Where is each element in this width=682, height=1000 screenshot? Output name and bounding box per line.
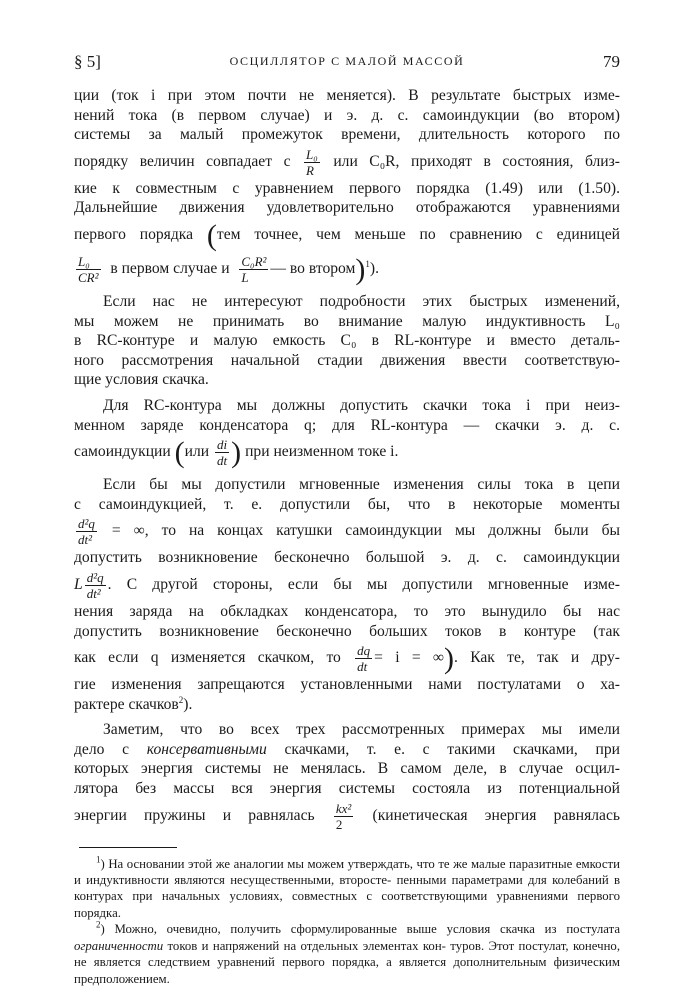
paragraph-3 bbox=[74, 396, 620, 469]
text-line: мы можем не принимать во внимание малую индуктивность L₀ bbox=[74, 312, 620, 330]
text-line: с самоиндукцией, т. е. допустили бы, что в некоторые моменты bbox=[74, 495, 620, 513]
paragraph-1 bbox=[74, 86, 620, 286]
text-line: Для RC-контура мы должны допустить скачки тока i при неиз- bbox=[103, 396, 620, 414]
text-line: системы за малый промежуток времени, длительность которого по bbox=[74, 126, 620, 144]
text-line: допустить возникновение бесконечно больших токов в контуре (так bbox=[74, 622, 620, 640]
text-line: менном заряде конденсатора q; для RL-контура — скачки э. д. с. bbox=[74, 416, 620, 434]
text-line: $\frac{\text{d²q}}{\text{dt²}}$ = ∞, то на концах катушки самоиндукции мы должны были бы bbox=[78, 516, 621, 548]
text-line: дело с консервативными скачками, т. е. с такими скачками, при bbox=[74, 740, 621, 758]
text-line: Если нас не интересуют подробности этих быстрых изменений, bbox=[103, 292, 620, 310]
footnote-mark-2: 2 bbox=[96, 920, 101, 931]
text-line: кие к совместным с уравнением первого порядка (1.49) или (1.50). bbox=[74, 179, 620, 197]
text-line: которых энергия системы не менялась. В самом деле, в случае осцил- bbox=[74, 760, 620, 778]
text-line: в RC-контуре и малую емкость C₀ в RL-контуре и вместо деталь- bbox=[74, 332, 620, 350]
fraction-dq-over-dt: $\frac{dq}{dt}$ bbox=[357, 643, 371, 675]
page-header bbox=[74, 44, 620, 74]
fraction-l0-over-r: $\frac{\text{L₀}}{R}$ bbox=[306, 146, 318, 178]
text-line: допустить возникновение бесконечно большой э. д. с. самоиндукции bbox=[74, 549, 620, 567]
footnote-ref-2: 2 bbox=[178, 694, 184, 705]
footnote-mark-1: 1 bbox=[96, 854, 101, 865]
paragraph-2 bbox=[74, 292, 620, 390]
book-page bbox=[74, 44, 620, 987]
text-line: $\frac{\text{L₀}}{\text{CR²}}$ в первом случае и $\frac{\text{C₀R²}}{L}$ — во втором)$^1$). bbox=[78, 252, 380, 286]
text-line: лятора без массы вся энергия системы состояла из потенциальной bbox=[74, 780, 620, 798]
text-line: нения заряда на обкладках конденсатора, то это вынудило бы нас bbox=[74, 602, 620, 620]
text-line: ного рассмотрения начальной стадии движения ввести соответствую- bbox=[74, 351, 620, 369]
page-number: 79 bbox=[603, 52, 620, 71]
fraction-d2q-over-dt2: $\frac{\text{d²q}}{\text{dt²}}$ bbox=[78, 516, 95, 548]
fraction-di-over-dt: $\frac{di}{dt}$ bbox=[217, 437, 228, 469]
fraction-kx2-over-2: $\frac{\text{kx²}}{2}$ bbox=[335, 800, 352, 832]
main-text bbox=[74, 86, 620, 833]
text-line: щие условия скачка. bbox=[74, 371, 209, 389]
emphasis-boundedness: ограниченности bbox=[74, 938, 164, 953]
text-line: Если бы мы допустили мгновенные изменения силы тока в цепи bbox=[103, 476, 620, 494]
emphasis-conservative: консервативными bbox=[146, 740, 267, 758]
paragraph-5 bbox=[74, 720, 620, 832]
section-number: § 5] bbox=[74, 52, 101, 71]
running-title: ОСЦИЛЛЯТОР С МАЛОЙ МАССОЙ bbox=[229, 54, 465, 68]
text-line: порядку величин совпадает с $\frac{\text{L₀}}{R}$ или C₀R, приходят в состояния, близ- bbox=[74, 146, 620, 178]
text-line: энергии пружины и равнялась $\frac{\text{kx²}}{2}$ (кинетическая энергия равнялась bbox=[74, 800, 620, 832]
text-line: рактере скачков$^2$). bbox=[74, 694, 193, 713]
paragraph-4 bbox=[74, 475, 620, 714]
footnote-2: $^2$) Можно, очевидно, получить сформулированные выше условия скачка из постулата ограниченности токов и напряжений на отдельных элементах кон- туров. Этот постулат, конечно, не является следствием уравнений первого порядка, а является дополнительным физическим предположением. bbox=[74, 920, 621, 986]
fraction-c0r2-over-l: $\frac{\text{C₀R²}}{L}$ bbox=[241, 253, 267, 285]
footnote-divider bbox=[79, 847, 177, 848]
text-line: первого порядка (тем точнее, чем меньше по сравнению с единицей bbox=[74, 218, 620, 252]
text-line: гие изменения запрещаются установленными нами постулатами о ха- bbox=[74, 676, 620, 694]
text-line: нений тока (в первом случае) и э. д. с. самоиндукции (во втором) bbox=[74, 106, 620, 124]
footnote-ref-1: 1 bbox=[365, 258, 370, 269]
fraction-l0-over-cr2: $\frac{\text{L₀}}{\text{CR²}}$ bbox=[78, 253, 99, 285]
text-line: ции (ток i при этом почти не меняется). В результате быстрых изме- bbox=[74, 87, 620, 104]
text-line: Дальнейшие движения удовлетворительно отображаются уравнениями bbox=[74, 199, 620, 217]
text-line: самоиндукции (или $\frac{di}{dt}$ ) при неизменном токе i. bbox=[74, 436, 399, 470]
text-line: L $\frac{\text{d²q}}{\text{dt²}}$ . С другой стороны, если бы мы допустили мгновенные изме- bbox=[74, 569, 620, 601]
text-line: как если q изменяется скачком, то $\frac{dq}{dt}$ = i = ∞). Как те, так и дру- bbox=[74, 642, 620, 676]
footnotes bbox=[74, 856, 620, 987]
footnote-1: $^1$) На основании этой же аналогии мы можем утверждать, что те же малые паразитные емкости и индуктивности являются несущественными, второсте- пенными параметрами для колебаний в контурах при начальных условиях, совместных с соответствующими уравнениями первого порядка. bbox=[74, 854, 620, 920]
fraction-d2q-over-dt2: $\frac{\text{d²q}}{\text{dt²}}$ bbox=[86, 569, 104, 601]
text-line: Заметим, что во всех трех рассмотренных примерах мы имели bbox=[103, 721, 620, 739]
